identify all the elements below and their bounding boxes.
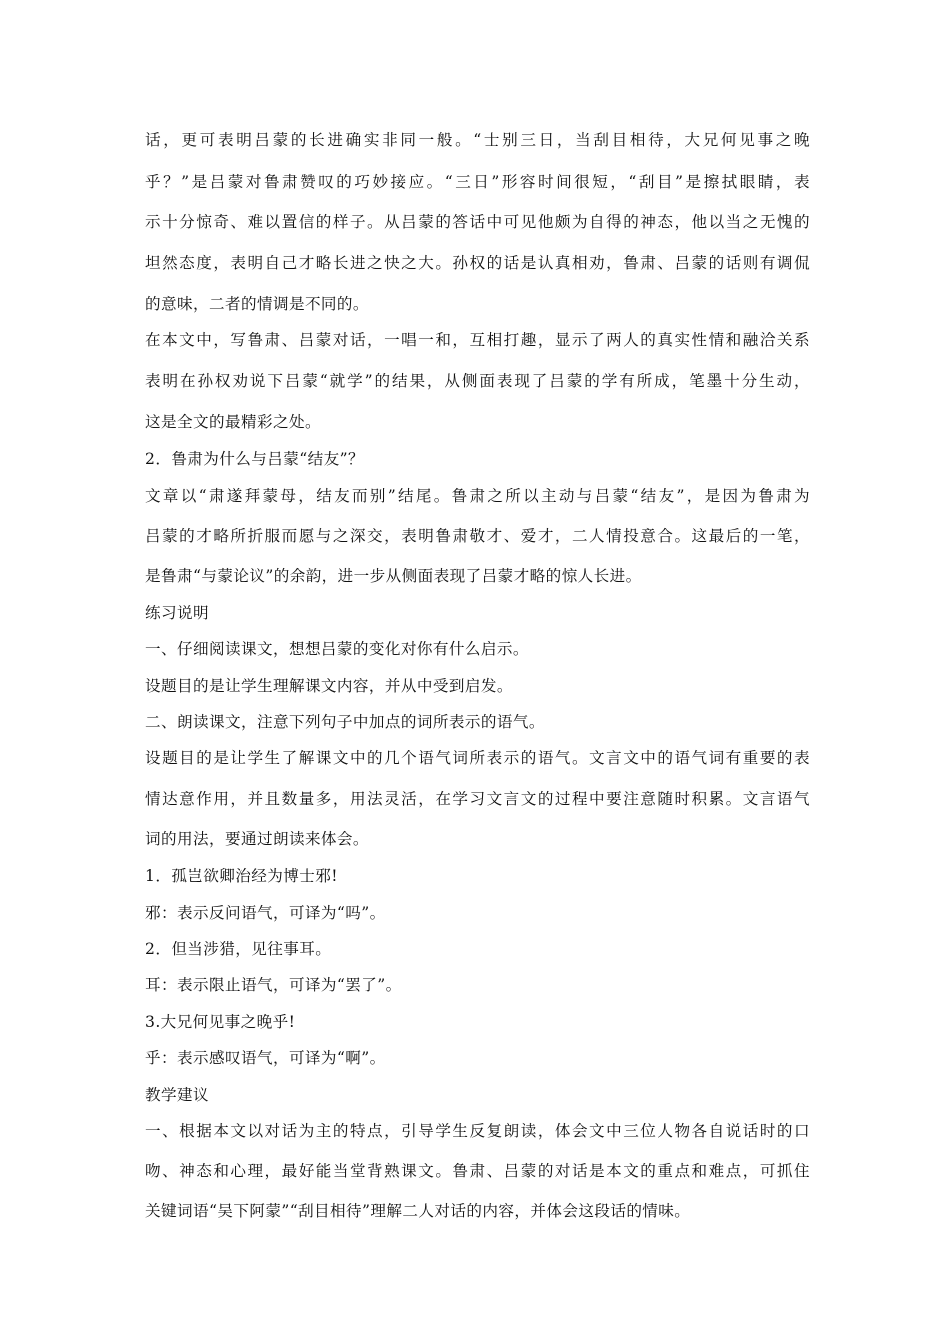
text-line: 2．但当涉猎，见往事耳。 <box>145 940 332 958</box>
text-line: 的意味，二者的情调是不同的。 <box>145 295 369 313</box>
text-line: 这是全文的最精彩之处。 <box>145 413 321 431</box>
text-line: 1．孤岂欲卿治经为博士邪! <box>145 867 338 885</box>
text-line: 情达意作用，并且数量多，用法灵活，在学习文言文的过程中要注意随时积累。文言语气 <box>145 790 810 808</box>
text-line: 二、朗读课文，注意下列句子中加点的词所表示的语气。 <box>145 713 545 731</box>
text-line: 设题目的是让学生了解课文中的几个语气词所表示的语气。文言文中的语气词有重要的表 <box>145 749 810 767</box>
section-heading: 练习说明 <box>145 604 209 622</box>
text-line: 耳：表示限止语气，可译为“罢了”。 <box>145 976 402 994</box>
text-line: 吕蒙的才略所折服而愿与之深交，表明鲁肃敬才、爱才，二人情投意合。这最后的一笔， <box>145 527 810 545</box>
section-heading: 2．鲁肃为什么与吕蒙“结友”？ <box>145 450 364 468</box>
text-line: 在本文中，写鲁肃、吕蒙对话，一唱一和，互相打趣，显示了两人的真实性情和融洽关系 <box>145 331 810 349</box>
text-line: 词的用法，要通过朗读来体会。 <box>145 830 369 848</box>
text-line: 一、仔细阅读课文，想想吕蒙的变化对你有什么启示。 <box>145 640 529 658</box>
text-line: 乎：表示感叹语气，可译为“啊”。 <box>145 1049 386 1067</box>
text-line: 表明在孙权劝说下吕蒙“就学”的结果，从侧面表现了吕蒙的学有所成，笔墨十分生动， <box>145 372 810 390</box>
text-line: 邪：表示反问语气，可译为“吗”。 <box>145 904 386 922</box>
text-line: 示十分惊奇、难以置信的样子。从吕蒙的答话中可见他颇为自得的神态，他以当之无愧的 <box>145 213 810 231</box>
text-line: 坦然态度，表明自己才略长进之快之大。孙权的话是认真相劝，鲁肃、吕蒙的话则有调侃 <box>145 254 810 272</box>
text-line: 话，更可表明吕蒙的长进确实非同一般。“士别三日，当刮目相待，大兄何见事之晚 <box>145 131 810 149</box>
text-line: 乎？”是吕蒙对鲁肃赞叹的巧妙接应。“三日”形容时间很短，“刮目”是擦拭眼睛，表 <box>145 173 810 191</box>
section-heading: 教学建议 <box>145 1086 209 1104</box>
text-line: 3.大兄何见事之晚乎! <box>145 1013 296 1031</box>
text-line: 文章以“肃遂拜蒙母，结友而别”结尾。鲁肃之所以主动与吕蒙“结友”，是因为鲁肃为 <box>145 487 810 505</box>
text-line: 设题目的是让学生理解课文内容，并从中受到启发。 <box>145 677 513 695</box>
text-line: 关键词语“吴下阿蒙”“刮目相待”理解二人对话的内容，并体会这段话的情味。 <box>145 1202 691 1220</box>
text-line: 是鲁肃“与蒙论议”的余韵，进一步从侧面表现了吕蒙才略的惊人长进。 <box>145 567 642 585</box>
text-line: 吻、神态和心理，最好能当堂背熟课文。鲁肃、吕蒙的对话是本文的重点和难点，可抓住 <box>145 1162 810 1180</box>
text-line: 一、根据本文以对话为主的特点，引导学生反复朗读，体会文中三位人物各自说话时的口 <box>145 1122 810 1140</box>
